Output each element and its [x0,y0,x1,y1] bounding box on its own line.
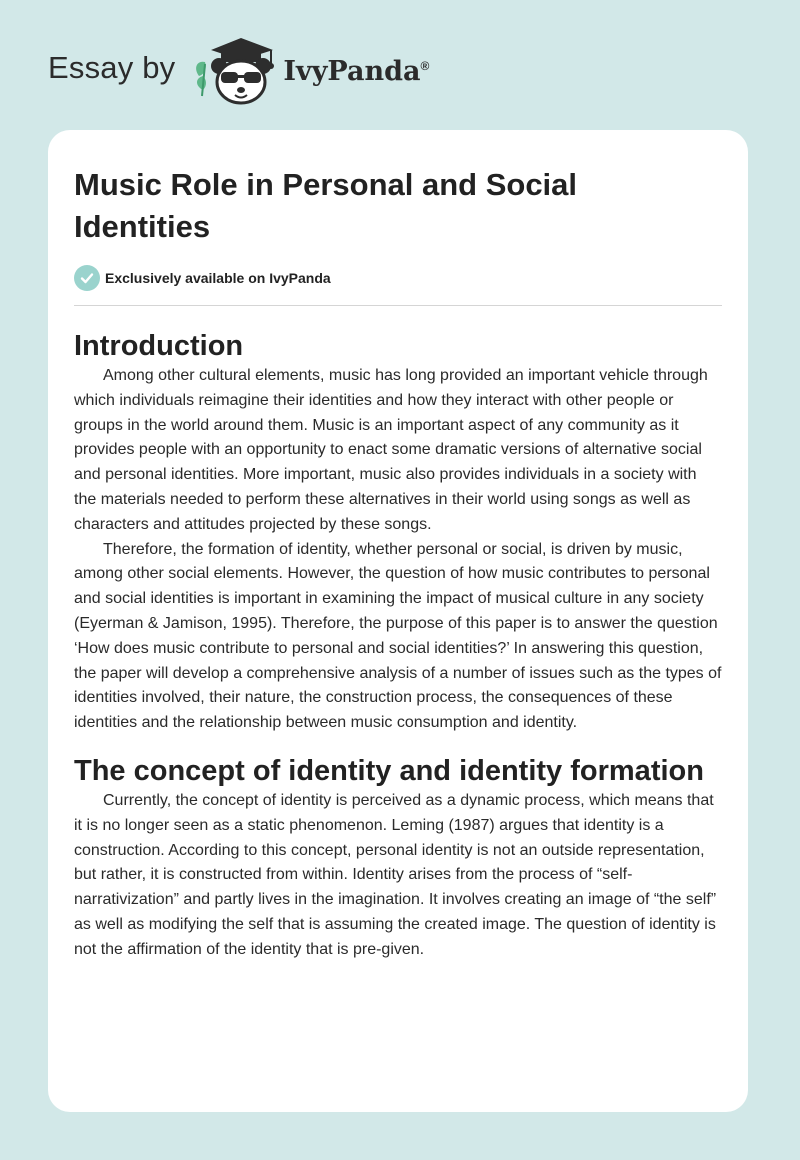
exclusive-badge [74,264,722,292]
page-title: Music Role in Personal and Social Identities [74,167,578,244]
section-introduction [74,328,722,736]
site-header [48,34,429,106]
section-heading: The concept of identity and identity formation [74,754,704,787]
divider [74,305,722,306]
checkmark-icon [74,265,100,291]
brand-prefix: Essay by [48,50,176,85]
panda-logo-icon[interactable] [191,34,279,106]
brand-name-text: IvyPanda [283,55,421,87]
section-heading: Introduction [74,330,244,362]
section-identity-concept [74,753,722,963]
brand-name[interactable] [283,56,429,87]
registered-mark: ® [420,58,430,73]
essay-card [48,130,748,1112]
paragraph: Therefore, the formation of identity, whether personal or social, is driven by music, among other social elements. However, the question of how music contributes to personal and social identities is important in examining the impact of musical culture in any society (Eyerman & Jamison, 1995). Therefore, the purpose of this paper is to answer the question ‘How does music contribute to personal and social identities?’ In answering this question, the paper will develop a comprehensive analysis of a number of issues such as the types of identities involved, their nature, the construction process, the consequences of these identities and the relationship between music consumption and identity. [74,540,722,732]
paragraph: Currently, the concept of identity is perceived as a dynamic process, which means that it is no longer seen as a static phenomenon. Leming (1987) argues that identity is a construction. According to this concept, personal identity is not an outside representation, but rather, it is constructed from within. Identity arises from the process of “self-narrativization” and partly lives in the imagination. It involves creating an image of “the self” as well as modifying the self that is assuming the created image. The question of identity is not the affirmation of the identity that is pre-given. [74,791,717,958]
paragraph: Among other cultural elements, music has long provided an important vehicle through which individuals reimagine their identities and how they interact with other people or groups in the world around them. Music is an important aspect of any community as it provides people with an opportunity to enact some dramatic versions of alternative social and personal identities. More important, music also provides individuals in a society with the materials needed to perform these alternatives in their world using songs as well as characters and attitudes projected by these songs. [74,367,708,533]
badge-label: Exclusively available on IvyPanda [105,270,331,286]
